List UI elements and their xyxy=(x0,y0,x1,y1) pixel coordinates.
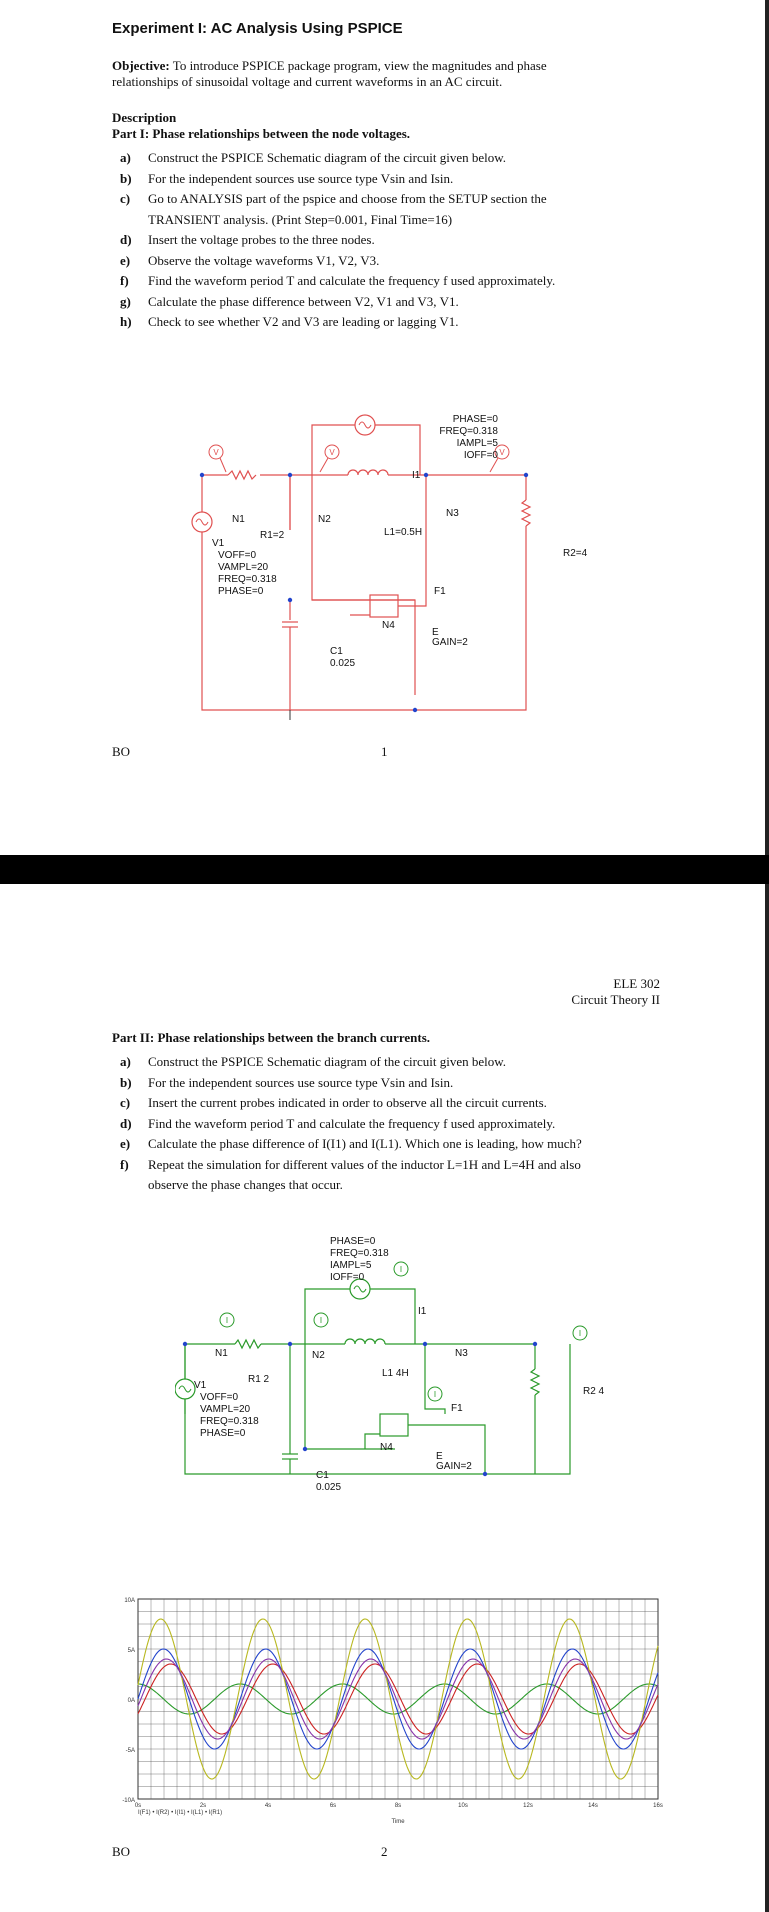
f1-gain-2 xyxy=(436,1452,472,1472)
f1-label: F1 xyxy=(434,586,446,597)
list-item-text: observe the phase changes that occur. xyxy=(148,1177,343,1192)
probe-label: I xyxy=(578,1329,582,1338)
list-item-letter: c) xyxy=(120,1095,131,1110)
list-item-letter: h) xyxy=(120,314,132,329)
i1-freq: FREQ=0.318 xyxy=(439,426,498,437)
list-item-letter: d) xyxy=(120,1115,132,1131)
x-tick-label: 6s xyxy=(329,1803,337,1809)
list-item xyxy=(120,1054,680,1071)
list-item-letter: f) xyxy=(120,273,129,288)
v1-off: VOFF=0 xyxy=(218,550,257,561)
list-item xyxy=(120,1136,680,1153)
scan-edge xyxy=(765,0,769,1912)
list-item-text: Construct the PSPICE Schematic diagram of the circuit given below. xyxy=(148,150,507,165)
f1-gain xyxy=(432,628,468,648)
svg-text:V: V xyxy=(499,448,505,457)
l1-label-2: L1 4H xyxy=(382,1368,409,1379)
list-item-letter: a) xyxy=(120,150,131,165)
y-tick-label: 10A xyxy=(124,1598,135,1604)
c1-value: 0.025 xyxy=(330,658,356,669)
wire-f1-left xyxy=(365,1434,380,1449)
x-tick-label: 4s xyxy=(264,1803,272,1809)
v1-ampl: VAMPL=20 xyxy=(218,562,269,573)
node-n4: N4 xyxy=(382,620,395,631)
v1-freq: FREQ=0.318 xyxy=(200,1416,259,1427)
list-item-letter: g) xyxy=(120,293,131,309)
r2-label-2: R2 4 xyxy=(583,1386,605,1397)
list-item-text: Calculate the phase difference between V2, V1 and V3, V1. xyxy=(148,293,459,309)
list-item-letter: d) xyxy=(120,232,132,247)
list-item xyxy=(120,1177,680,1194)
node-n3: N3 xyxy=(446,508,459,519)
i1-params-2 xyxy=(330,1236,389,1284)
part1-list xyxy=(120,150,680,380)
list-item xyxy=(120,1116,680,1133)
list-item xyxy=(120,273,680,290)
probe-label: I xyxy=(433,1390,437,1399)
x-tick-label: 0s xyxy=(134,1803,142,1809)
node-n2-2: N2 xyxy=(312,1350,325,1361)
list-item-text: Repeat the simulation for different values of the inductor L=1H and L=4H and also xyxy=(148,1156,581,1172)
objective-text-1: To introduce PSPICE package program, view the magnitudes and phase xyxy=(172,58,547,73)
i1-off: IOFF=0 xyxy=(330,1272,365,1283)
c1-value: 0.025 xyxy=(316,1482,342,1493)
y-tick-label: -10A xyxy=(122,1798,135,1804)
page-title: Experiment I: AC Analysis Using PSPICE xyxy=(112,20,403,37)
c1-label-2 xyxy=(316,1470,341,1494)
chart-legend: I(F1) • I(R2) • I(I1) • I(L1) • I(R1) xyxy=(138,1810,223,1816)
inductor-l1 xyxy=(348,470,388,475)
list-item-text: TRANSIENT analysis. (Print Step=0.001, Final Time=16) xyxy=(148,211,453,227)
list-item-letter: a) xyxy=(120,1054,131,1069)
r1-label: R1=2 xyxy=(260,530,285,541)
v1-freq: FREQ=0.318 xyxy=(218,574,277,585)
v1-name: V1 xyxy=(194,1380,207,1391)
page-1 xyxy=(0,0,765,855)
v1-name: V1 xyxy=(212,538,225,549)
resistor-r2 xyxy=(522,500,530,526)
wire-f1-top xyxy=(425,1344,445,1414)
list-item-text: Find the waveform period T and calculate the frequency f used approximately. xyxy=(148,273,556,288)
page-separator xyxy=(0,855,769,884)
y-tick-label: 0A xyxy=(127,1698,135,1704)
y-tick-label: 5A xyxy=(127,1648,135,1654)
x-tick-label: 2s xyxy=(199,1803,207,1809)
v1-off: VOFF=0 xyxy=(200,1392,239,1403)
probe-label: I xyxy=(399,1265,403,1274)
list-item xyxy=(120,232,680,249)
description-label: Description xyxy=(112,110,177,125)
c1-name: C1 xyxy=(330,646,343,657)
r2-label: R2=4 xyxy=(563,548,588,559)
v1-phase: PHASE=0 xyxy=(200,1428,246,1439)
list-item xyxy=(120,1095,680,1112)
resistor-r1 xyxy=(228,471,256,479)
x-tick-label: 8s xyxy=(394,1803,402,1809)
list-item xyxy=(120,150,680,167)
list-item-text: For the independent sources use source type Vsin and Isin. xyxy=(148,1074,454,1090)
list-item-text: Go to ANALYSIS part of the pspice and choose from the SETUP section the xyxy=(148,191,547,206)
list-item xyxy=(120,1075,680,1092)
i1-name-2: I1 xyxy=(418,1306,427,1317)
page-2 xyxy=(0,884,765,1912)
probe-label: I xyxy=(225,1316,229,1325)
v1-params xyxy=(212,538,277,598)
probe-label: I xyxy=(319,1316,323,1325)
i1-ampl: IAMPL=5 xyxy=(456,438,498,449)
objective-label: Objective: xyxy=(112,58,170,73)
r1-label-2: R1 2 xyxy=(248,1374,270,1385)
v1-phase: PHASE=0 xyxy=(218,586,264,597)
list-item-text: For the independent sources use source type Vsin and Isin. xyxy=(148,170,454,186)
list-item xyxy=(120,314,680,331)
x-tick-label: 12s xyxy=(523,1803,533,1809)
current-waveform-chart xyxy=(110,1589,670,1824)
resistor-r1 xyxy=(235,1340,261,1348)
f1-e: E xyxy=(432,627,439,638)
svg-text:V: V xyxy=(213,448,219,457)
node-n3-2: N3 xyxy=(455,1348,468,1359)
i1-params xyxy=(428,414,498,462)
f1-gain-value: GAIN=2 xyxy=(436,1461,472,1472)
node-n1-2: N1 xyxy=(215,1348,228,1359)
node-n2: N2 xyxy=(318,514,331,525)
x-tick-label: 14s xyxy=(588,1803,598,1809)
list-item-letter: c) xyxy=(120,191,131,206)
footer-left-1: BO xyxy=(112,744,131,759)
inductor-l1 xyxy=(345,1339,385,1344)
course-name: Circuit Theory II xyxy=(571,992,660,1007)
footer-left-2: BO xyxy=(112,1844,131,1859)
page-number-1: 1 xyxy=(381,744,388,759)
x-tick-label: 10s xyxy=(458,1803,468,1809)
f1-gain-value: GAIN=2 xyxy=(432,637,468,648)
list-item-text: Insert the current probes indicated in order to observe all the circuit currents. xyxy=(148,1095,547,1110)
source-f1 xyxy=(380,1414,408,1436)
list-item xyxy=(120,253,680,270)
l1-label: L1=0.5H xyxy=(384,527,423,538)
list-item-text: Calculate the phase difference of I(I1) and I(L1). Which one is leading, how much? xyxy=(148,1136,582,1151)
i1-freq: FREQ=0.318 xyxy=(330,1248,389,1259)
source-f1 xyxy=(370,595,398,617)
c1-name: C1 xyxy=(316,1470,329,1481)
v1-ampl: VAMPL=20 xyxy=(200,1404,251,1415)
list-item-text: Find the waveform period T and calculate the frequency f used approximately. xyxy=(148,1115,556,1131)
list-item xyxy=(120,191,680,208)
course-code: ELE 302 xyxy=(613,976,660,991)
i1-off: IOFF=0 xyxy=(463,450,498,461)
i1-phase: PHASE=0 xyxy=(330,1236,376,1247)
f1-e: E xyxy=(436,1451,443,1462)
list-item xyxy=(120,1157,680,1174)
node-n4-2: N4 xyxy=(380,1442,393,1453)
svg-text:V: V xyxy=(329,448,335,457)
part2-list xyxy=(120,1054,680,1234)
list-item-letter: e) xyxy=(120,1136,131,1151)
list-item-text: Insert the voltage probes to the three nodes. xyxy=(148,232,375,247)
node-n1: N1 xyxy=(232,514,245,525)
part1-heading: Part I: Phase relationships between the node voltages. xyxy=(112,126,411,141)
page-number-2: 2 xyxy=(381,1844,388,1859)
y-tick-label: -5A xyxy=(125,1748,135,1754)
f1-label-2: F1 xyxy=(451,1403,463,1414)
list-item xyxy=(120,171,680,188)
list-item-letter: b) xyxy=(120,1074,132,1090)
list-item-letter: b) xyxy=(120,170,132,186)
v1-params-2 xyxy=(194,1380,259,1440)
list-item-text: Check to see whether V2 and V3 are leading or lagging V1. xyxy=(148,314,459,329)
list-item-letter: e) xyxy=(120,252,131,268)
list-item-letter: f) xyxy=(120,1156,129,1172)
objective xyxy=(112,58,672,90)
list-item-text: Construct the PSPICE Schematic diagram of the circuit given below. xyxy=(148,1054,507,1069)
part2-heading: Part II: Phase relationships between the branch currents. xyxy=(112,1030,431,1045)
objective-text-2: relationships of sinusoidal voltage and current waveforms in an AC circuit. xyxy=(112,74,503,89)
i1-phase: PHASE=0 xyxy=(452,414,498,425)
wire-n4 xyxy=(312,475,415,695)
x-axis-label: Time xyxy=(391,1819,405,1824)
resistor-r2 xyxy=(531,1369,539,1395)
x-tick-label: 16s xyxy=(653,1803,663,1809)
list-item xyxy=(120,212,680,229)
list-item xyxy=(120,294,680,311)
wire-f1-right xyxy=(398,475,426,606)
i1-ampl: IAMPL=5 xyxy=(330,1260,372,1271)
c1-label xyxy=(330,646,355,670)
i1-name: I1 xyxy=(412,470,421,481)
list-item-text: Observe the voltage waveforms V1, V2, V3. xyxy=(148,252,380,268)
